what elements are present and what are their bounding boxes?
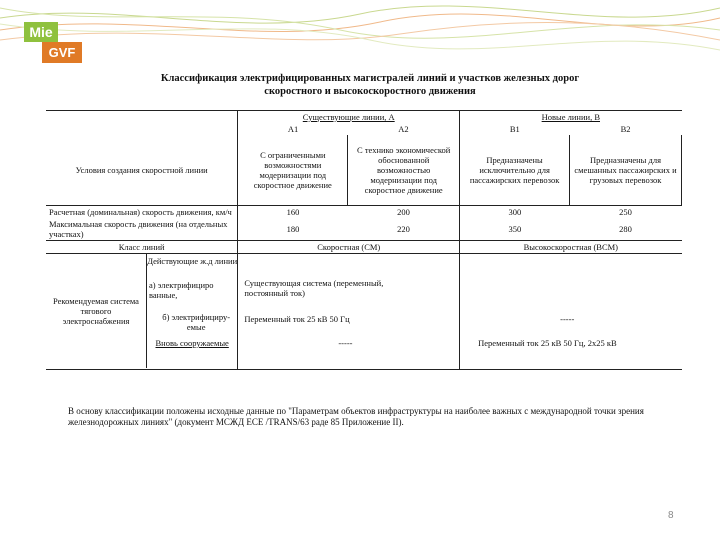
power-label-cell: [46, 253, 238, 369]
company-logo: [24, 22, 84, 64]
logo-bottom: GVF: [42, 42, 82, 63]
power-a-cell: [238, 253, 460, 369]
decorative-wave-lines: [0, 0, 720, 60]
table-row-line-class: [46, 240, 682, 253]
table-row-power: [46, 253, 682, 369]
header-new-lines: Новые линии, В: [460, 111, 682, 124]
classification-table: [46, 110, 682, 370]
table-row-conditions: [46, 135, 682, 205]
classification-footnote: В основу классификации положены исходные данные по "Параметрам объектов инфраструктуры на наиболее важных с международной точки зрения железнодорожных линиях" (документ МСЖД ЕСЕ /TRANS/63 раде 85 Приложение II).: [68, 406, 644, 427]
conditions-a1: С ограниченными возможностями модернизации под скоростное движение: [238, 135, 348, 205]
header-existing-lines: Существующие линии, А: [238, 111, 460, 124]
conditions-b1: Предназначены исключительно для пассажирских перевозок: [460, 135, 570, 205]
conditions-b2: Предназначены для смешанных пассажирских и грузовых перевозок: [570, 135, 682, 205]
power-b-electrifiable: -----: [560, 314, 575, 324]
max-speed-b2: 280: [570, 218, 682, 241]
line-class-b: Высокоскоростная (ВСМ): [460, 240, 682, 253]
power-a-new: -----: [338, 338, 353, 348]
sub-electrified: а) электрифициро ванные,: [149, 280, 214, 300]
max-speed-b1: 350: [460, 218, 570, 241]
col-a1: А1: [238, 123, 348, 135]
title-line-1: Классификация электрифицированных магистралей линий и участков железных дорог: [160, 73, 580, 84]
line-class-a: Скоростная (СМ): [238, 240, 460, 253]
sub-new-structures: Вновь сооружаемые: [155, 338, 229, 348]
max-speed-a1: 180: [238, 218, 348, 241]
max-speed-label: Максимальная скорость движения (на отдельных участках): [46, 218, 238, 241]
design-speed-b1: 300: [460, 205, 570, 218]
table-corner: [46, 111, 238, 124]
design-speed-a1: 160: [238, 205, 348, 218]
power-a-electrifiable: Переменный ток 25 кВ 50 Гц: [244, 314, 350, 324]
conditions-label: Условия создания скоростной линии: [46, 135, 238, 205]
col-b2: В2: [620, 124, 631, 134]
empty-cell: [46, 123, 238, 135]
power-subcategories: [146, 254, 237, 368]
design-speed-b2: 250: [619, 206, 632, 217]
sub-existing: Действующие ж.д линии: [147, 256, 238, 266]
table-row-design-speed: [46, 205, 682, 218]
design-speed-a2: 200: [397, 206, 410, 217]
power-label: Рекомендуемая система тягового электроснабжения: [53, 296, 139, 326]
table-row-max-speed: [46, 218, 682, 241]
conditions-a2: С технико экономической обоснованной возможностью модернизации под скоростное движение: [348, 135, 460, 205]
table-header-group-row: [46, 111, 682, 124]
design-speed-label: Расчетная (доминальная) скорость движения, км/ч: [49, 206, 232, 217]
line-class-label: Класс линий: [46, 240, 238, 253]
power-a-electrified: Существующая система (переменный, постоянный ток): [244, 278, 384, 298]
col-a2: А2: [398, 124, 409, 134]
power-b-cell: [460, 253, 682, 369]
document-title: [80, 72, 660, 98]
max-speed-a2: 220: [348, 218, 460, 241]
logo-top: Mie: [24, 22, 58, 42]
page-number: 8: [668, 510, 674, 521]
sub-electrifiable: б) электрифициру- емые: [162, 312, 231, 332]
col-b1: В1: [460, 123, 570, 135]
table-header-cols-row: [46, 123, 682, 135]
power-b-new: Переменный ток 25 кВ 50 Гц, 2х25 кВ: [478, 338, 617, 348]
title-line-2: скоростного и высокоскоростного движения: [264, 86, 476, 97]
